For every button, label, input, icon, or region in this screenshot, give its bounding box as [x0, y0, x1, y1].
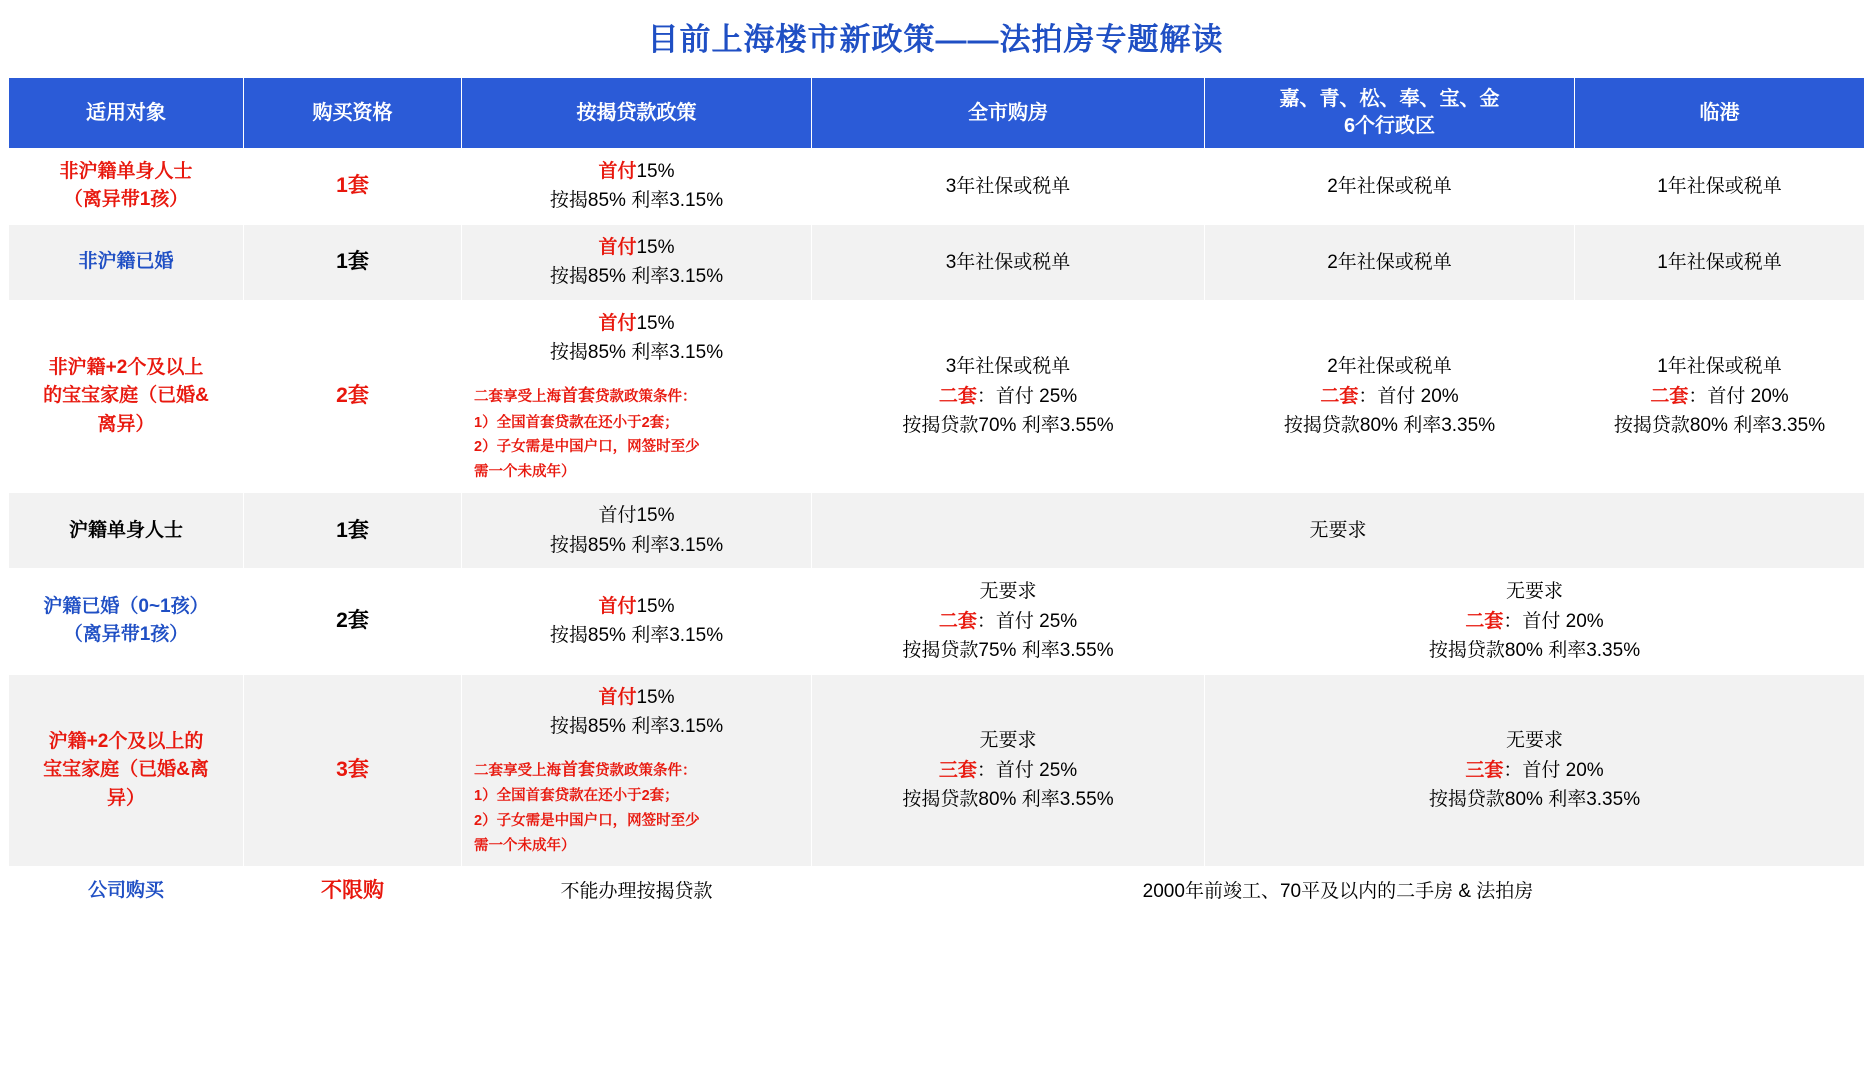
note-head-emphasis: 首套 — [561, 759, 595, 779]
merged-line1: 无要求 — [1505, 581, 1563, 603]
table-row — [9, 493, 1865, 569]
qualification-value: 3套 — [336, 758, 369, 782]
qualification-value: 不限购 — [321, 879, 384, 903]
object-line1: 沪籍+2个及以上的 — [48, 730, 204, 752]
mortgage-line2: 按揭85% 利率3.15% — [549, 190, 724, 212]
object-line3: 异） — [106, 787, 145, 809]
mortgage-downpayment-value: 15% — [636, 161, 675, 182]
cell-six-districts: 2年社保或税单 — [1205, 149, 1575, 225]
mortgage-line1 — [468, 233, 805, 262]
table-row — [9, 149, 1865, 225]
note-head-text: 二套享受上海 — [474, 388, 561, 405]
mortgage-downpayment-label: 首付 — [598, 161, 637, 182]
object-line1: 非沪籍+2个及以上 — [48, 356, 204, 378]
citywide-line2 — [818, 382, 1198, 411]
qualification-value: 1套 — [336, 250, 369, 274]
mortgage-line1: 首付15% — [598, 505, 675, 527]
merged-second-home-label: 二套 — [1465, 610, 1504, 632]
column-header-six-districts-line2: 6个行政区 — [1343, 115, 1436, 137]
note-head-emphasis: 首套 — [561, 385, 595, 405]
lingang-line3: 按揭贷款80% 利率3.35% — [1613, 415, 1826, 437]
table-row — [9, 867, 1865, 917]
table-header — [9, 78, 1865, 149]
mortgage-note — [468, 382, 805, 485]
cell-six-districts: 2年社保或税单 — [1205, 224, 1575, 300]
cell-object — [9, 224, 244, 300]
lingang-line1: 1年社保或税单 — [1657, 356, 1782, 378]
six-districts-line1: 2年社保或税单 — [1327, 356, 1452, 378]
column-header-qualification: 购买资格 — [244, 78, 462, 149]
cell-qualification — [244, 149, 462, 225]
mortgage-downpayment-value: 15% — [636, 686, 675, 708]
citywide-line1: 3年社保或税单 — [945, 356, 1071, 378]
cell-citywide: 3年社保或税单 — [812, 149, 1205, 225]
mortgage-downpayment-value: 15% — [636, 596, 675, 618]
citywide-second-home-label: 二套 — [938, 610, 977, 632]
cell-qualification — [244, 300, 462, 493]
mortgage-line2: 按揭85% 利率3.15% — [549, 342, 724, 364]
cell-citywide: 3年社保或税单 — [812, 224, 1205, 300]
citywide-line1: 无要求 — [979, 730, 1037, 752]
cell-mortgage — [462, 149, 812, 225]
mortgage-downpayment-label: 首付 — [598, 596, 637, 618]
table-row — [9, 674, 1865, 867]
mortgage-note-item3: 需一个未成年） — [474, 463, 576, 480]
table-row — [9, 569, 1865, 674]
lingang-line2 — [1581, 382, 1858, 411]
merged-line2 — [1211, 607, 1858, 636]
table-body — [9, 149, 1865, 917]
mortgage-note-item2: 2）子女需是中国户口，网签时至少 — [474, 813, 700, 830]
qualification-value: 1套 — [336, 518, 369, 542]
cell-qualification — [244, 224, 462, 300]
cell-object — [9, 493, 244, 569]
mortgage-line1 — [468, 157, 805, 186]
cell-citywide — [812, 569, 1205, 674]
page-title: 目前上海楼市新政策——法拍房专题解读 — [647, 22, 1224, 57]
table-row — [9, 224, 1865, 300]
mortgage-note-item3: 需一个未成年） — [474, 837, 576, 854]
merged-line3: 按揭贷款80% 利率3.35% — [1428, 640, 1641, 662]
object-line2: 宝宝家庭（已婚&离 — [43, 759, 209, 781]
cell-merged-requirements: 2000年前竣工、70平及以内的二手房 & 法拍房 — [812, 867, 1865, 917]
mortgage-note-item1: 1）全国首套贷款在还小于2套； — [474, 788, 679, 805]
note-head-tail: 贷款政策条件： — [595, 762, 697, 779]
cell-citywide — [812, 300, 1205, 493]
note-head-text: 二套享受上海 — [474, 762, 561, 779]
cell-qualification — [244, 569, 462, 674]
header-row — [9, 78, 1865, 149]
cell-qualification — [244, 674, 462, 867]
qualification-value: 2套 — [336, 384, 369, 408]
cell-merged-six-districts-lingang — [1205, 674, 1865, 867]
citywide-line2 — [818, 756, 1198, 785]
cell-qualification — [244, 867, 462, 917]
mortgage-line2: 按揭85% 利率3.15% — [549, 716, 724, 738]
cell-six-districts — [1205, 300, 1575, 493]
cell-mortgage — [462, 300, 812, 493]
mortgage-downpayment-label: 首付 — [598, 236, 637, 258]
column-header-six-districts — [1205, 78, 1575, 149]
mortgage-downpayment-value: 15% — [636, 312, 675, 334]
object-line1: 非沪籍已婚 — [78, 251, 174, 273]
note-head-tail: 贷款政策条件： — [595, 388, 697, 405]
merged-line1: 无要求 — [1505, 730, 1563, 752]
citywide-second-home-value: ：首付 25% — [976, 385, 1078, 407]
mortgage-line1: 不能办理按揭贷款 — [560, 880, 713, 902]
cell-object — [9, 867, 244, 917]
object-line2: （离异带1孩） — [63, 624, 189, 646]
six-districts-second-home-value: ：首付 20% — [1358, 385, 1459, 407]
merged-line2 — [1211, 756, 1858, 785]
cell-object — [9, 300, 244, 493]
merged-second-home-value: ：首付 20% — [1503, 610, 1604, 632]
column-header-object: 适用对象 — [9, 78, 244, 149]
mortgage-downpayment-label: 首付 — [598, 686, 637, 708]
object-line1: 沪籍已婚（0~1孩） — [43, 595, 209, 617]
cell-mortgage — [462, 224, 812, 300]
qualification-value: 2套 — [336, 609, 369, 633]
lingang-second-home-value: ：首付 20% — [1688, 385, 1789, 407]
cell-lingang: 1年社保或税单 — [1575, 149, 1865, 225]
column-header-mortgage: 按揭贷款政策 — [462, 78, 812, 149]
citywide-second-home-label: 二套 — [938, 385, 977, 407]
cell-object — [9, 674, 244, 867]
object-line1: 沪籍单身人士 — [68, 519, 183, 541]
mortgage-line1 — [468, 592, 805, 621]
object-line2: （离异带1孩） — [63, 189, 189, 211]
mortgage-note — [468, 756, 805, 859]
mortgage-note-head — [474, 756, 805, 785]
policy-table — [8, 77, 1865, 917]
cell-citywide — [812, 674, 1205, 867]
cell-lingang: 1年社保或税单 — [1575, 224, 1865, 300]
cell-mortgage — [462, 867, 812, 917]
cell-mortgage — [462, 493, 812, 569]
mortgage-line2: 按揭85% 利率3.15% — [549, 266, 724, 288]
cell-object — [9, 569, 244, 674]
citywide-third-home-value: ：首付 25% — [976, 759, 1078, 781]
mortgage-line2: 按揭85% 利率3.15% — [549, 625, 724, 647]
column-header-citywide: 全市购房 — [812, 78, 1205, 149]
citywide-third-home-label: 三套 — [938, 759, 977, 781]
object-line1: 非沪籍单身人士 — [59, 160, 193, 182]
cell-merged-requirements: 无要求 — [812, 493, 1865, 569]
mortgage-downpayment-label: 首付 — [598, 312, 637, 334]
object-line1: 公司购买 — [87, 880, 164, 902]
citywide-line3: 按揭贷款75% 利率3.55% — [902, 640, 1114, 662]
citywide-line1: 无要求 — [979, 581, 1037, 603]
citywide-line3: 按揭贷款70% 利率3.55% — [902, 415, 1114, 437]
mortgage-line1 — [468, 683, 805, 712]
mortgage-note-item2: 2）子女需是中国户口，网签时至少 — [474, 439, 700, 456]
cell-lingang — [1575, 300, 1865, 493]
six-districts-line3: 按揭贷款80% 利率3.35% — [1283, 415, 1496, 437]
six-districts-line2 — [1211, 382, 1568, 411]
merged-third-home-label: 三套 — [1465, 759, 1504, 781]
object-line3: 离异） — [97, 413, 155, 435]
citywide-line3: 按揭贷款80% 利率3.55% — [902, 789, 1114, 811]
merged-third-home-value: ：首付 20% — [1503, 759, 1604, 781]
cell-object — [9, 149, 244, 225]
cell-mortgage — [462, 569, 812, 674]
six-districts-second-home-label: 二套 — [1320, 385, 1359, 407]
mortgage-note-head — [474, 382, 805, 411]
cell-mortgage — [462, 674, 812, 867]
qualification-value: 1套 — [336, 174, 369, 198]
mortgage-note-item1: 1）全国首套贷款在还小于2套； — [474, 414, 679, 431]
cell-merged-six-districts-lingang — [1205, 569, 1865, 674]
cell-qualification — [244, 493, 462, 569]
mortgage-downpayment-value: 15% — [636, 236, 675, 258]
lingang-second-home-label: 二套 — [1650, 385, 1689, 407]
column-header-six-districts-line1: 嘉、青、松、奉、宝、金 — [1279, 88, 1500, 110]
citywide-line2 — [818, 607, 1198, 636]
merged-line3: 按揭贷款80% 利率3.35% — [1428, 789, 1641, 811]
mortgage-line2: 按揭85% 利率3.15% — [549, 534, 724, 556]
table-row — [9, 300, 1865, 493]
object-line2: 的宝宝家庭（已婚& — [43, 385, 209, 407]
column-header-lingang: 临港 — [1575, 78, 1865, 149]
mortgage-line1 — [468, 309, 805, 338]
citywide-second-home-value: ：首付 25% — [976, 610, 1078, 632]
